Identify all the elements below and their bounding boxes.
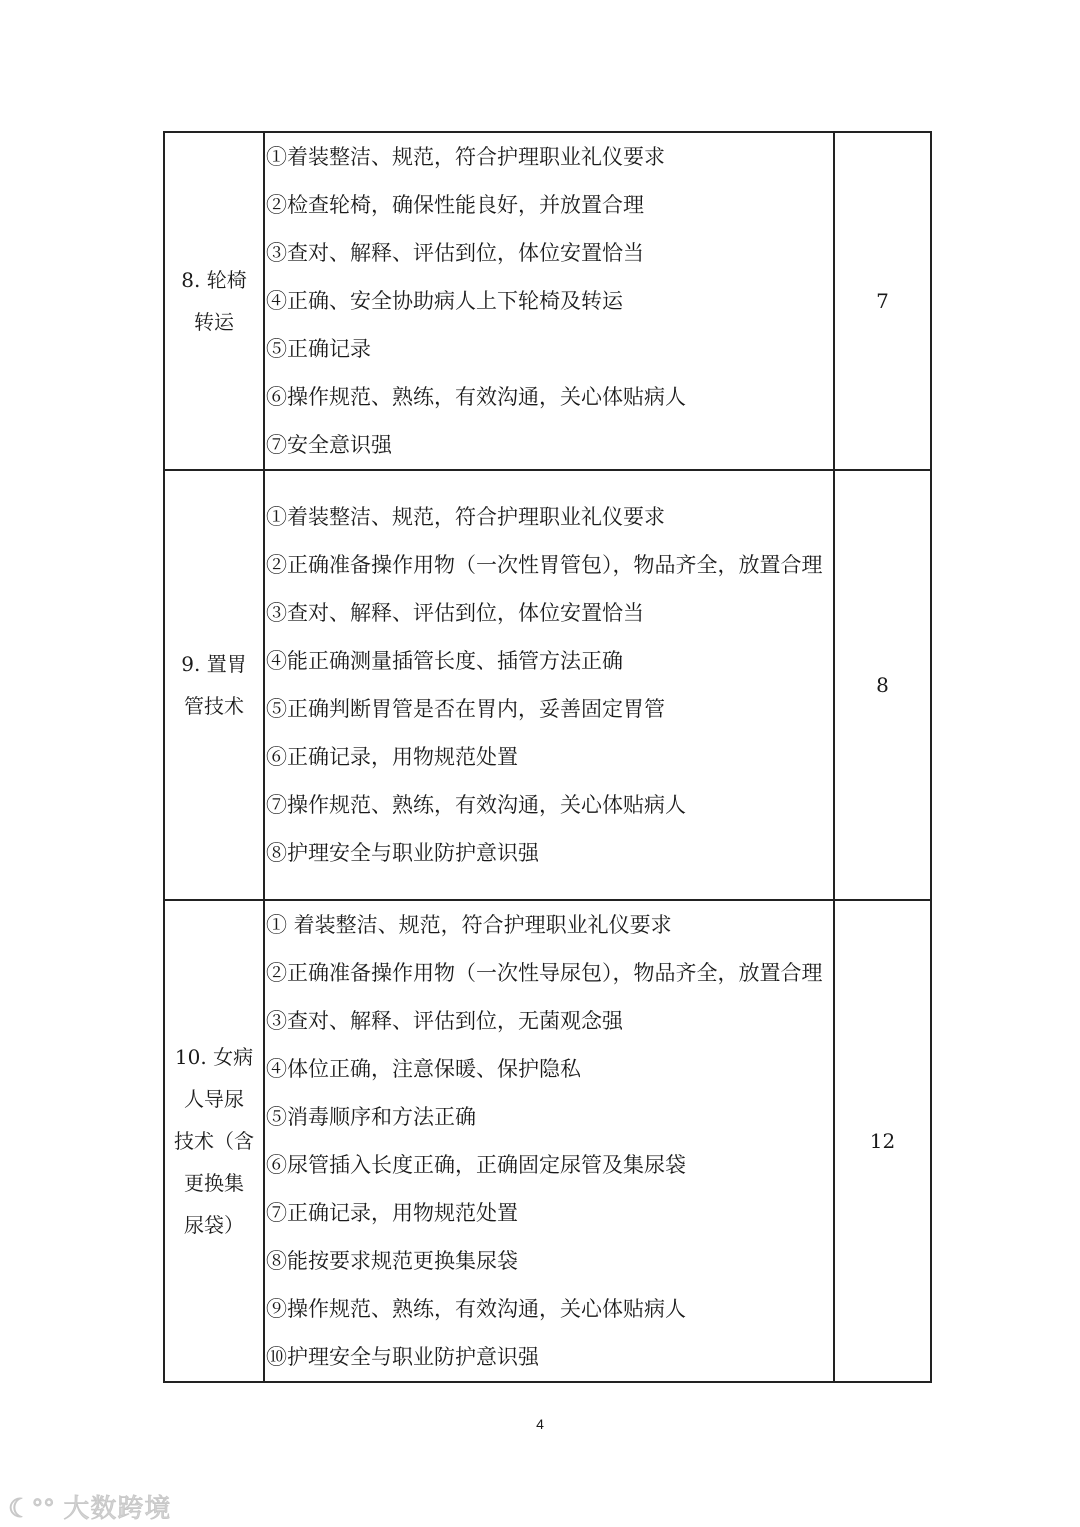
table-row xyxy=(164,470,931,900)
watermark-text: 大数跨境 xyxy=(63,1493,172,1523)
item-name-line: 更换集 xyxy=(184,1171,244,1195)
criteria-item: ① 着装整洁、规范，符合护理职业礼仪要求 xyxy=(266,913,672,937)
score-cell: 7 xyxy=(834,132,931,470)
scoring-table xyxy=(163,131,932,1383)
criteria-item: ⑥操作规范、熟练，有效沟通，关心体贴病人 xyxy=(266,385,686,409)
table-row xyxy=(164,132,931,470)
score-cell: 8 xyxy=(834,470,931,900)
criteria-item: ④正确、安全协助病人上下轮椅及转运 xyxy=(266,289,623,313)
table-row xyxy=(164,900,931,1382)
criteria-item: ③查对、解释、评估到位，无菌观念强 xyxy=(266,1009,623,1033)
watermark-icon: ☾°° xyxy=(8,1493,56,1523)
criteria-item: ⑤消毒顺序和方法正确 xyxy=(266,1105,476,1129)
criteria-item: ③查对、解释、评估到位，体位安置恰当 xyxy=(266,241,644,265)
criteria-item: ②正确准备操作用物（一次性导尿包），物品齐全，放置合理 xyxy=(266,961,823,985)
criteria-item: ⑧护理安全与职业防护意识强 xyxy=(266,841,539,865)
criteria-item: ⑦正确记录，用物规范处置 xyxy=(266,1201,518,1225)
criteria-item: ⑥尿管插入长度正确，正确固定尿管及集尿袋 xyxy=(266,1153,686,1177)
item-name-cell xyxy=(164,900,264,1382)
item-name-line: 技术（含 xyxy=(174,1129,254,1153)
criteria-item: ③查对、解释、评估到位，体位安置恰当 xyxy=(266,601,644,625)
criteria-item: ⑩护理安全与职业防护意识强 xyxy=(266,1345,539,1369)
criteria-item: ⑥正确记录，用物规范处置 xyxy=(266,745,518,769)
criteria-item: ⑤正确判断胃管是否在胃内，妥善固定胃管 xyxy=(266,697,665,721)
criteria-item: ⑨操作规范、熟练，有效沟通，关心体贴病人 xyxy=(266,1297,686,1321)
page-number: 4 xyxy=(536,1416,544,1432)
item-name-cell xyxy=(164,132,264,470)
criteria-item: ④体位正确，注意保暖、保护隐私 xyxy=(266,1057,581,1081)
criteria-item: ②正确准备操作用物（一次性胃管包），物品齐全，放置合理 xyxy=(266,553,823,577)
criteria-item: ④能正确测量插管长度、插管方法正确 xyxy=(266,649,623,673)
criteria-item: ⑦操作规范、熟练，有效沟通，关心体贴病人 xyxy=(266,793,686,817)
criteria-item: ⑧能按要求规范更换集尿袋 xyxy=(266,1249,518,1273)
criteria-item: ②检查轮椅，确保性能良好，并放置合理 xyxy=(266,193,644,217)
watermark-logo xyxy=(8,1488,171,1525)
criteria-cell xyxy=(264,132,834,470)
item-name-line: 8. 轮椅 xyxy=(181,268,247,292)
item-name-line: 10. 女病 xyxy=(174,1045,254,1069)
criteria-item: ①着装整洁、规范，符合护理职业礼仪要求 xyxy=(266,145,665,169)
item-name-line: 9. 置胃 xyxy=(181,652,247,676)
criteria-item: ⑤正确记录 xyxy=(266,337,371,361)
item-name-cell xyxy=(164,470,264,900)
score-cell: 12 xyxy=(834,900,931,1382)
item-name-line: 转运 xyxy=(194,310,234,334)
criteria-item: ①着装整洁、规范，符合护理职业礼仪要求 xyxy=(266,505,665,529)
criteria-cell xyxy=(264,900,834,1382)
criteria-item: ⑦安全意识强 xyxy=(266,433,392,457)
item-name-line: 管技术 xyxy=(184,694,244,718)
item-name-line: 尿袋） xyxy=(184,1213,244,1237)
item-name-line: 人导尿 xyxy=(184,1087,244,1111)
criteria-cell xyxy=(264,470,834,900)
